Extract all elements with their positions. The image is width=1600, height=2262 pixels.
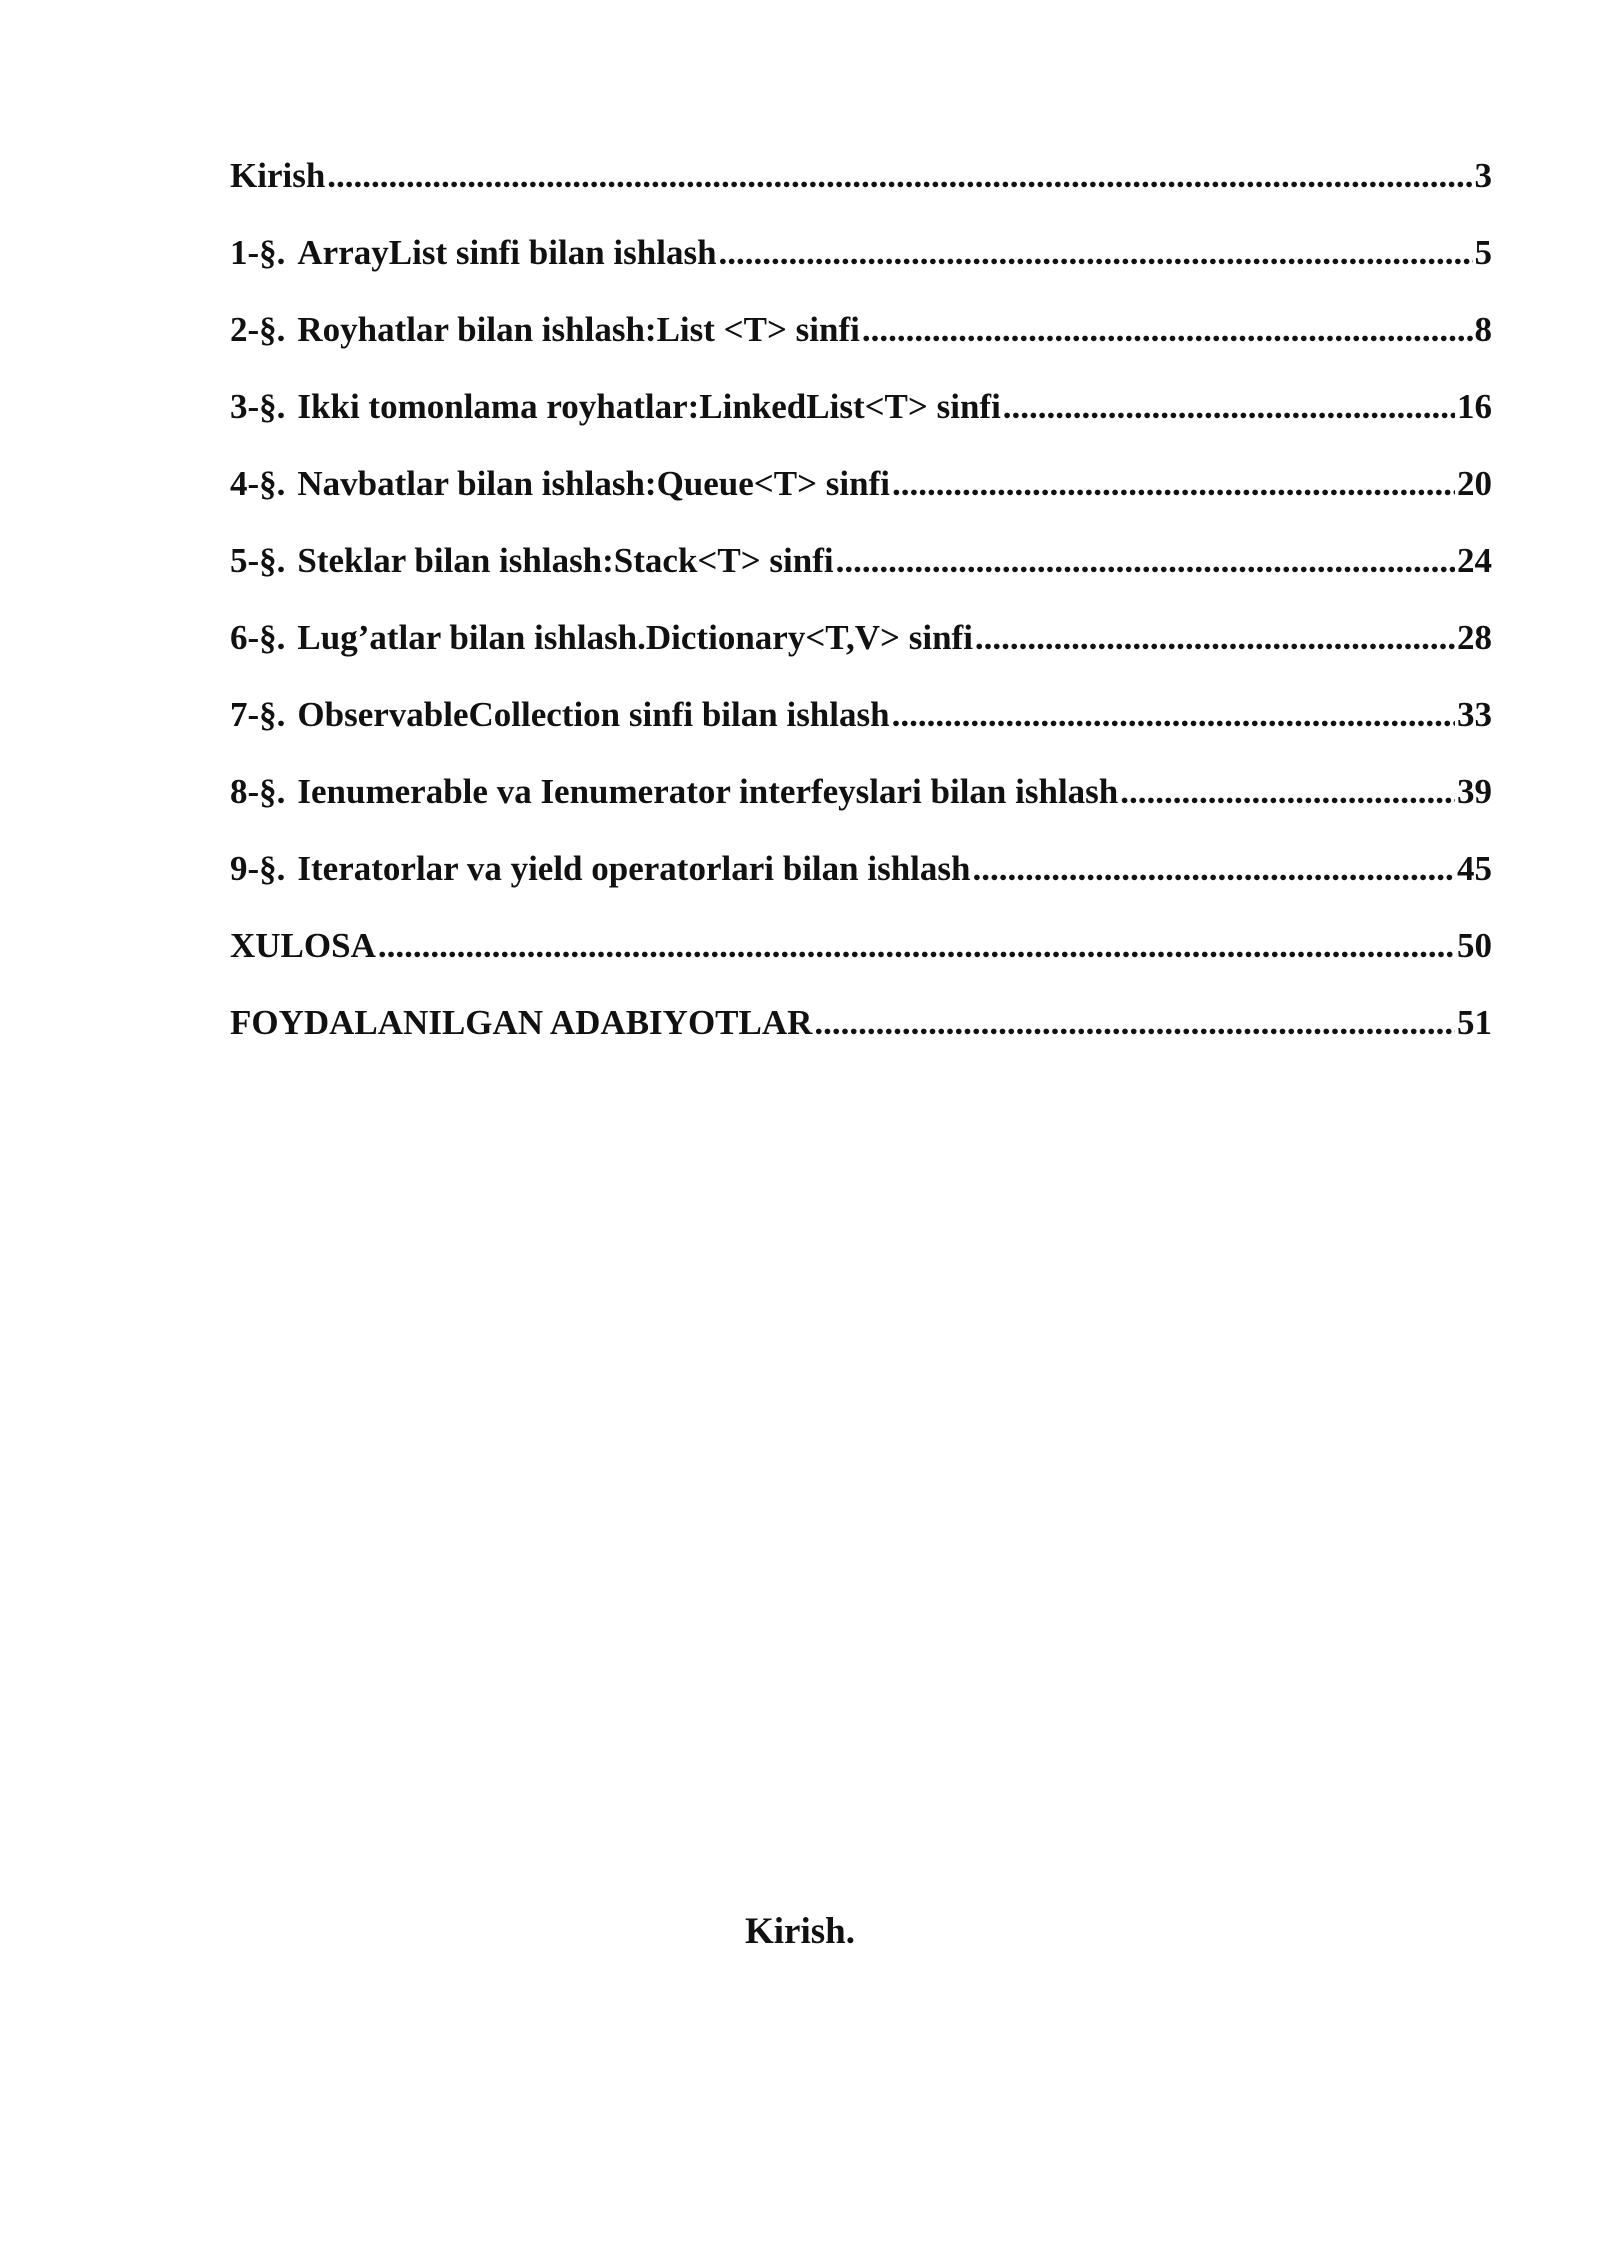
toc-section-number: 2-§. — [230, 310, 286, 349]
toc-section-number: 3-§. — [230, 387, 286, 426]
toc-section-number: 1-§. — [230, 233, 286, 272]
toc-section-number: 4-§. — [230, 464, 286, 503]
toc-entry-2[interactable] — [230, 299, 1492, 376]
toc-entry-7[interactable] — [230, 684, 1492, 761]
toc-page-number: 45 — [1457, 849, 1492, 888]
toc-entry-title: Steklar bilan ishlash:Stack<T> sinfi — [297, 541, 834, 580]
toc-dot-leader — [892, 684, 1455, 746]
toc-entry-adabiyotlar[interactable] — [230, 992, 1492, 1069]
toc-entry-xulosa[interactable] — [230, 915, 1492, 992]
toc-entry-title: Navbatlar bilan ishlash:Queue<T> sinfi — [297, 464, 890, 503]
toc-dot-leader — [836, 530, 1455, 592]
toc-entry-3[interactable] — [230, 376, 1492, 453]
toc-section-number: 5-§. — [230, 541, 286, 580]
toc-entry-title: ArrayList sinfi bilan ishlash — [297, 233, 717, 272]
toc-dot-leader — [862, 299, 1473, 361]
toc-dot-leader — [327, 145, 1472, 207]
toc-dot-leader — [378, 915, 1455, 977]
table-of-contents — [230, 145, 1492, 1069]
toc-dot-leader — [892, 453, 1455, 515]
toc-entry-9[interactable] — [230, 838, 1492, 915]
toc-entry-1[interactable] — [230, 222, 1492, 299]
toc-entry-6[interactable] — [230, 607, 1492, 684]
toc-page-number: 24 — [1457, 541, 1492, 580]
toc-entry-title: Royhatlar bilan ishlash:List <T> sinfi — [297, 310, 860, 349]
toc-page-number: 20 — [1457, 464, 1492, 503]
toc-entry-title: Ienumerable va Ienumerator interfeyslari bilan ishlash — [297, 772, 1119, 811]
toc-entry-5[interactable] — [230, 530, 1492, 607]
toc-section-number: 9-§. — [230, 849, 286, 888]
toc-page-number: 51 — [1457, 1003, 1492, 1042]
toc-page-number: 50 — [1457, 926, 1492, 965]
section-heading: Kirish. — [745, 1911, 855, 1952]
toc-dot-leader — [719, 222, 1473, 284]
toc-section-number: 8-§. — [230, 772, 286, 811]
toc-dot-leader — [975, 607, 1455, 669]
toc-section-number: 7-§. — [230, 695, 286, 734]
toc-page-number: 3 — [1474, 156, 1492, 195]
toc-page-number: 39 — [1457, 772, 1492, 811]
toc-entry-title: XULOSA — [230, 926, 376, 965]
toc-entry-title: FOYDALANILGAN ADABIYOTLAR — [230, 1003, 813, 1042]
toc-page-number: 16 — [1457, 387, 1492, 426]
toc-dot-leader — [1003, 376, 1455, 438]
toc-entry-kirish[interactable] — [230, 145, 1492, 222]
toc-entry-4[interactable] — [230, 453, 1492, 530]
toc-page-number: 28 — [1457, 618, 1492, 657]
toc-dot-leader — [814, 992, 1455, 1054]
toc-entry-title: ObservableCollection sinfi bilan ishlash — [297, 695, 890, 734]
toc-entry-title: Kirish — [230, 156, 326, 195]
toc-entry-title: Ikki tomonlama royhatlar:LinkedList<T> sinfi — [297, 387, 1001, 426]
toc-page-number: 5 — [1474, 233, 1492, 272]
toc-dot-leader — [972, 838, 1455, 900]
toc-entry-title: Lug’atlar bilan ishlash.Dictionary<T,V> sinfi — [297, 618, 973, 657]
toc-section-number: 6-§. — [230, 618, 286, 657]
toc-dot-leader — [1120, 761, 1455, 823]
toc-entry-8[interactable] — [230, 761, 1492, 838]
toc-page-number: 33 — [1457, 695, 1492, 734]
toc-entry-title: Iteratorlar va yield operatorlari bilan ishlash — [297, 849, 971, 888]
toc-page-number: 8 — [1474, 310, 1492, 349]
